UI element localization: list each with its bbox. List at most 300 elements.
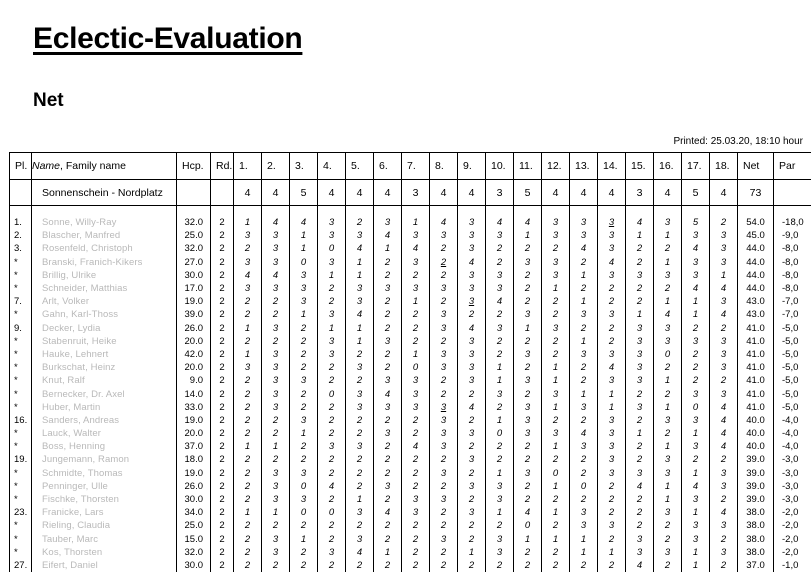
row-hole-12: 1 bbox=[542, 374, 570, 387]
row-hole-16: 2 bbox=[654, 361, 682, 374]
row-net: 39.0 bbox=[738, 453, 774, 466]
row-hole-9: 3 bbox=[458, 269, 486, 282]
row-hole-13: 2 bbox=[570, 282, 598, 295]
table-row[interactable] bbox=[10, 519, 811, 532]
row-hole-14: 3 bbox=[598, 269, 626, 282]
spacer-cell bbox=[654, 206, 682, 217]
row-hcp: 30.0 bbox=[177, 493, 211, 506]
row-hole-11: 3 bbox=[514, 427, 542, 440]
row-hcp: 26.0 bbox=[177, 480, 211, 493]
row-rounds: 2 bbox=[211, 229, 234, 242]
spacer-cell bbox=[430, 206, 458, 217]
row-rounds: 2 bbox=[211, 493, 234, 506]
row-hole-7: 1 bbox=[402, 216, 430, 229]
row-hole-15: 2 bbox=[626, 453, 654, 466]
row-hole-17: 3 bbox=[682, 256, 710, 269]
row-hole-9: 3 bbox=[458, 361, 486, 374]
row-hole-15: 2 bbox=[626, 295, 654, 308]
row-hole-5: 4 bbox=[346, 242, 374, 255]
row-player-name: Bernecker, Dr. Axel bbox=[32, 387, 177, 400]
course-par-hole-17: 5 bbox=[682, 180, 710, 206]
table-row[interactable] bbox=[10, 467, 811, 480]
row-hole-2: 2 bbox=[262, 427, 290, 440]
table-row[interactable] bbox=[10, 348, 811, 361]
row-place: 27. bbox=[10, 559, 32, 572]
row-hole-6: 2 bbox=[374, 295, 402, 308]
row-hole-2: 1 bbox=[262, 506, 290, 519]
spacer-cell bbox=[738, 206, 774, 217]
row-hcp: 25.0 bbox=[177, 519, 211, 532]
row-hole-5: 1 bbox=[346, 322, 374, 335]
row-net: 41.0 bbox=[738, 322, 774, 335]
row-hcp: 32.0 bbox=[177, 546, 211, 559]
row-hole-5: 2 bbox=[346, 427, 374, 440]
row-hole-18: 3 bbox=[710, 242, 738, 255]
row-rounds: 2 bbox=[211, 387, 234, 400]
row-hole-8: 2 bbox=[430, 506, 458, 519]
row-hole-6: 3 bbox=[374, 401, 402, 414]
row-player-name: Franicke, Lars bbox=[32, 506, 177, 519]
row-hole-8: 3 bbox=[430, 308, 458, 321]
row-hole-1: 2 bbox=[234, 308, 262, 321]
row-hole-17: 3 bbox=[682, 440, 710, 453]
row-hole-5: 2 bbox=[346, 559, 374, 572]
row-player-name: Tauber, Marc bbox=[32, 533, 177, 546]
row-hole-6: 4 bbox=[374, 506, 402, 519]
row-hole-6: 3 bbox=[374, 480, 402, 493]
row-rounds: 2 bbox=[211, 480, 234, 493]
row-par: -8,0 bbox=[774, 269, 811, 282]
row-hole-17: 5 bbox=[682, 216, 710, 229]
row-place: * bbox=[10, 546, 32, 559]
row-hole-8: 2 bbox=[430, 269, 458, 282]
row-hcp: 25.0 bbox=[177, 229, 211, 242]
row-player-name: Sonne, Willy-Ray bbox=[32, 216, 177, 229]
table-row[interactable] bbox=[10, 453, 811, 466]
row-hole-1: 2 bbox=[234, 546, 262, 559]
row-hole-2: 1 bbox=[262, 440, 290, 453]
row-net: 44.0 bbox=[738, 256, 774, 269]
row-hole-11: 2 bbox=[514, 440, 542, 453]
row-hole-13: 4 bbox=[570, 427, 598, 440]
row-hole-14: 4 bbox=[598, 256, 626, 269]
row-hole-12: 3 bbox=[542, 216, 570, 229]
header-hole-15: 15. bbox=[626, 153, 654, 180]
row-hole-10: 2 bbox=[486, 453, 514, 466]
row-hole-11: 3 bbox=[514, 308, 542, 321]
course-par-hole-7: 3 bbox=[402, 180, 430, 206]
row-par: -1,0 bbox=[774, 559, 811, 572]
row-hcp: 19.0 bbox=[177, 467, 211, 480]
table-row[interactable] bbox=[10, 269, 811, 282]
table-row[interactable] bbox=[10, 387, 811, 400]
row-player-name: Penninger, Ulle bbox=[32, 480, 177, 493]
row-hole-11: 2 bbox=[514, 559, 542, 572]
row-hole-3: 2 bbox=[290, 322, 318, 335]
spacer-cell bbox=[514, 206, 542, 217]
row-player-name: Schneider, Matthias bbox=[32, 282, 177, 295]
row-hole-5: 1 bbox=[346, 269, 374, 282]
row-hole-6: 4 bbox=[374, 387, 402, 400]
row-net: 41.0 bbox=[738, 374, 774, 387]
row-hole-2: 3 bbox=[262, 467, 290, 480]
row-hole-7: 1 bbox=[402, 295, 430, 308]
row-net: 41.0 bbox=[738, 401, 774, 414]
row-par: -8,0 bbox=[774, 256, 811, 269]
table-row[interactable] bbox=[10, 414, 811, 427]
header-hole-11: 11. bbox=[514, 153, 542, 180]
row-hole-8: 3 bbox=[430, 414, 458, 427]
table-row[interactable] bbox=[10, 308, 811, 321]
row-hole-12: 1 bbox=[542, 401, 570, 414]
table-row[interactable] bbox=[10, 506, 811, 519]
row-place: 23. bbox=[10, 506, 32, 519]
course-par-hole-18: 4 bbox=[710, 180, 738, 206]
course-net: 73 bbox=[738, 180, 774, 206]
row-hole-14: 3 bbox=[598, 308, 626, 321]
row-hole-12: 3 bbox=[542, 256, 570, 269]
table-row[interactable] bbox=[10, 242, 811, 255]
row-player-name: Jungemann, Ramon bbox=[32, 453, 177, 466]
row-net: 41.0 bbox=[738, 387, 774, 400]
row-rounds: 2 bbox=[211, 506, 234, 519]
row-hole-14: 3 bbox=[598, 229, 626, 242]
row-hole-10: 3 bbox=[486, 533, 514, 546]
table-row[interactable] bbox=[10, 256, 811, 269]
row-hole-6: 2 bbox=[374, 559, 402, 572]
row-hole-16: 1 bbox=[654, 374, 682, 387]
row-hole-16: 0 bbox=[654, 348, 682, 361]
row-hole-17: 1 bbox=[682, 506, 710, 519]
row-net: 40.0 bbox=[738, 414, 774, 427]
row-hole-15: 1 bbox=[626, 308, 654, 321]
table-row[interactable] bbox=[10, 374, 811, 387]
row-hole-7: 2 bbox=[402, 308, 430, 321]
row-net: 44.0 bbox=[738, 242, 774, 255]
course-par-hole-4: 4 bbox=[318, 180, 346, 206]
row-hole-16: 2 bbox=[654, 559, 682, 572]
row-rounds: 2 bbox=[211, 559, 234, 572]
row-hole-4: 2 bbox=[318, 519, 346, 532]
row-hole-2: 3 bbox=[262, 256, 290, 269]
row-hole-13: 2 bbox=[570, 414, 598, 427]
row-hole-4: 2 bbox=[318, 295, 346, 308]
row-net: 39.0 bbox=[738, 480, 774, 493]
row-hole-18: 2 bbox=[710, 374, 738, 387]
course-par-hole-3: 5 bbox=[290, 180, 318, 206]
row-rounds: 2 bbox=[211, 453, 234, 466]
row-hcp: 20.0 bbox=[177, 361, 211, 374]
row-hole-12: 2 bbox=[542, 414, 570, 427]
header-rd: Rd. bbox=[211, 153, 234, 180]
row-par: -9,0 bbox=[774, 229, 811, 242]
row-hole-15: 2 bbox=[626, 493, 654, 506]
row-hole-9: 1 bbox=[458, 546, 486, 559]
row-hole-1: 2 bbox=[234, 453, 262, 466]
row-hole-8: 2 bbox=[430, 256, 458, 269]
course-par-hole-2: 4 bbox=[262, 180, 290, 206]
table-row[interactable] bbox=[10, 282, 811, 295]
table-row[interactable] bbox=[10, 401, 811, 414]
header-hole-12: 12. bbox=[542, 153, 570, 180]
table-row[interactable] bbox=[10, 546, 811, 559]
row-hole-16: 3 bbox=[654, 467, 682, 480]
row-net: 44.0 bbox=[738, 269, 774, 282]
row-hole-7: 2 bbox=[402, 467, 430, 480]
row-hcp: 18.0 bbox=[177, 453, 211, 466]
course-par-hole-16: 4 bbox=[654, 180, 682, 206]
row-place: * bbox=[10, 361, 32, 374]
table-row[interactable] bbox=[10, 493, 811, 506]
row-hole-16: 1 bbox=[654, 493, 682, 506]
row-hole-14: 3 bbox=[598, 414, 626, 427]
row-hole-11: 2 bbox=[514, 282, 542, 295]
row-player-name: Boss, Henning bbox=[32, 440, 177, 453]
row-player-name: Huber, Martin bbox=[32, 401, 177, 414]
row-place: * bbox=[10, 493, 32, 506]
row-par: -3,0 bbox=[774, 493, 811, 506]
row-hole-3: 0 bbox=[290, 506, 318, 519]
row-hole-7: 2 bbox=[402, 322, 430, 335]
row-hole-14: 2 bbox=[598, 322, 626, 335]
row-hole-9: 3 bbox=[458, 374, 486, 387]
row-hole-8: 3 bbox=[430, 493, 458, 506]
table-row[interactable] bbox=[10, 533, 811, 546]
row-player-name: Knut, Ralf bbox=[32, 374, 177, 387]
row-hole-17: 3 bbox=[682, 229, 710, 242]
row-hole-9: 3 bbox=[458, 453, 486, 466]
row-hole-15: 3 bbox=[626, 348, 654, 361]
row-hole-9: 3 bbox=[458, 480, 486, 493]
row-hole-4: 3 bbox=[318, 546, 346, 559]
row-hole-16: 2 bbox=[654, 282, 682, 295]
row-hole-1: 3 bbox=[234, 256, 262, 269]
row-place: * bbox=[10, 308, 32, 321]
row-hole-1: 2 bbox=[234, 427, 262, 440]
row-hole-1: 2 bbox=[234, 401, 262, 414]
row-rounds: 2 bbox=[211, 374, 234, 387]
row-hole-1: 2 bbox=[234, 242, 262, 255]
row-hole-3: 2 bbox=[290, 348, 318, 361]
row-hcp: 9.0 bbox=[177, 374, 211, 387]
row-hole-2: 3 bbox=[262, 282, 290, 295]
row-hole-18: 1 bbox=[710, 269, 738, 282]
row-par: -2,0 bbox=[774, 533, 811, 546]
row-hole-18: 4 bbox=[710, 427, 738, 440]
spacer-cell bbox=[570, 206, 598, 217]
row-net: 44.0 bbox=[738, 282, 774, 295]
header-hole-6: 6. bbox=[374, 153, 402, 180]
row-hole-8: 2 bbox=[430, 453, 458, 466]
row-rounds: 2 bbox=[211, 533, 234, 546]
spacer-cell bbox=[290, 206, 318, 217]
table-row[interactable] bbox=[10, 440, 811, 453]
row-hole-6: 3 bbox=[374, 335, 402, 348]
row-hole-11: 1 bbox=[514, 229, 542, 242]
row-hole-6: 2 bbox=[374, 519, 402, 532]
row-player-name: Arlt, Volker bbox=[32, 295, 177, 308]
row-hole-13: 3 bbox=[570, 229, 598, 242]
table-row[interactable] bbox=[10, 361, 811, 374]
row-hole-2: 3 bbox=[262, 533, 290, 546]
row-hole-7: 2 bbox=[402, 546, 430, 559]
row-hole-3: 1 bbox=[290, 308, 318, 321]
row-hole-1: 2 bbox=[234, 295, 262, 308]
course-par-hole-11: 5 bbox=[514, 180, 542, 206]
row-hole-14: 2 bbox=[598, 480, 626, 493]
row-hole-8: 3 bbox=[430, 282, 458, 295]
row-hole-16: 1 bbox=[654, 229, 682, 242]
row-hole-10: 2 bbox=[486, 559, 514, 572]
row-hole-17: 3 bbox=[682, 519, 710, 532]
row-hole-1: 2 bbox=[234, 374, 262, 387]
row-net: 38.0 bbox=[738, 519, 774, 532]
row-player-name: Schmidte, Thomas bbox=[32, 467, 177, 480]
row-hole-3: 3 bbox=[290, 295, 318, 308]
row-hole-12: 2 bbox=[542, 335, 570, 348]
row-hole-11: 2 bbox=[514, 480, 542, 493]
row-place: * bbox=[10, 467, 32, 480]
row-hole-2: 2 bbox=[262, 414, 290, 427]
table-row[interactable] bbox=[10, 427, 811, 440]
row-hole-1: 2 bbox=[234, 467, 262, 480]
row-hole-3: 2 bbox=[290, 453, 318, 466]
header-pl: Pl. bbox=[10, 153, 32, 180]
course-par-hole-6: 4 bbox=[374, 180, 402, 206]
header-hole-5: 5. bbox=[346, 153, 374, 180]
row-hole-14: 2 bbox=[598, 506, 626, 519]
spacer-cell bbox=[234, 206, 262, 217]
row-player-name: Decker, Lydia bbox=[32, 322, 177, 335]
table-row[interactable] bbox=[10, 335, 811, 348]
row-hole-16: 2 bbox=[654, 519, 682, 532]
row-hole-18: 3 bbox=[710, 361, 738, 374]
row-hole-13: 2 bbox=[570, 559, 598, 572]
row-hole-3: 1 bbox=[290, 229, 318, 242]
row-hole-1: 3 bbox=[234, 282, 262, 295]
row-par: -7,0 bbox=[774, 295, 811, 308]
row-hole-5: 4 bbox=[346, 546, 374, 559]
row-hole-17: 2 bbox=[682, 322, 710, 335]
row-hole-7: 3 bbox=[402, 374, 430, 387]
row-net: 38.0 bbox=[738, 546, 774, 559]
row-hole-12: 3 bbox=[542, 322, 570, 335]
row-hole-4: 4 bbox=[318, 480, 346, 493]
row-hole-3: 1 bbox=[290, 533, 318, 546]
table-row[interactable] bbox=[10, 480, 811, 493]
row-hole-2: 3 bbox=[262, 493, 290, 506]
row-hole-12: 3 bbox=[542, 387, 570, 400]
row-place: 9. bbox=[10, 322, 32, 335]
row-hole-10: 0 bbox=[486, 427, 514, 440]
row-hole-16: 4 bbox=[654, 308, 682, 321]
row-hole-14: 2 bbox=[598, 335, 626, 348]
row-hole-7: 2 bbox=[402, 335, 430, 348]
spacer-cell bbox=[458, 206, 486, 217]
row-hole-15: 2 bbox=[626, 387, 654, 400]
spacer-cell bbox=[774, 206, 811, 217]
spacer-cell bbox=[346, 206, 374, 217]
row-hole-13: 1 bbox=[570, 335, 598, 348]
header-name-italic: Name bbox=[32, 160, 61, 172]
row-place: 19. bbox=[10, 453, 32, 466]
row-hole-10: 3 bbox=[486, 546, 514, 559]
row-hole-16: 3 bbox=[654, 322, 682, 335]
row-hole-3: 3 bbox=[290, 467, 318, 480]
row-hole-13: 2 bbox=[570, 322, 598, 335]
row-hole-5: 3 bbox=[346, 506, 374, 519]
row-place: * bbox=[10, 348, 32, 361]
row-hole-4: 2 bbox=[318, 427, 346, 440]
row-place: * bbox=[10, 440, 32, 453]
row-hole-17: 1 bbox=[682, 295, 710, 308]
row-hole-4: 2 bbox=[318, 559, 346, 572]
row-hole-11: 2 bbox=[514, 242, 542, 255]
row-hole-10: 2 bbox=[486, 440, 514, 453]
row-hole-17: 3 bbox=[682, 387, 710, 400]
row-hole-14: 2 bbox=[598, 295, 626, 308]
row-rounds: 2 bbox=[211, 519, 234, 532]
row-hole-15: 4 bbox=[626, 216, 654, 229]
row-hole-17: 1 bbox=[682, 546, 710, 559]
row-hole-6: 4 bbox=[374, 229, 402, 242]
row-par: -3,0 bbox=[774, 453, 811, 466]
spacer-cell bbox=[542, 206, 570, 217]
row-hole-14: 1 bbox=[598, 546, 626, 559]
row-net: 40.0 bbox=[738, 427, 774, 440]
row-hole-4: 2 bbox=[318, 493, 346, 506]
row-hole-7: 3 bbox=[402, 282, 430, 295]
row-player-name: Kos, Thorsten bbox=[32, 546, 177, 559]
header-name: Name, Family name bbox=[32, 153, 177, 180]
row-hole-14: 3 bbox=[598, 374, 626, 387]
row-place: 16. bbox=[10, 414, 32, 427]
row-hole-13: 3 bbox=[570, 440, 598, 453]
row-rounds: 2 bbox=[211, 256, 234, 269]
row-hole-11: 3 bbox=[514, 374, 542, 387]
row-hole-1: 1 bbox=[234, 322, 262, 335]
row-hole-18: 2 bbox=[710, 216, 738, 229]
row-hole-10: 2 bbox=[486, 401, 514, 414]
course-par-hole-15: 3 bbox=[626, 180, 654, 206]
row-hole-4: 2 bbox=[318, 361, 346, 374]
row-hole-18: 3 bbox=[710, 480, 738, 493]
row-hole-10: 3 bbox=[486, 322, 514, 335]
row-hole-13: 4 bbox=[570, 242, 598, 255]
row-hole-10: 2 bbox=[486, 348, 514, 361]
row-hole-13: 1 bbox=[570, 295, 598, 308]
row-hole-17: 3 bbox=[682, 533, 710, 546]
row-hole-8: 2 bbox=[430, 242, 458, 255]
row-hole-2: 2 bbox=[262, 559, 290, 572]
row-hole-14: 3 bbox=[598, 427, 626, 440]
row-hole-10: 1 bbox=[486, 414, 514, 427]
row-par: -2,0 bbox=[774, 546, 811, 559]
row-hole-15: 3 bbox=[626, 467, 654, 480]
row-hole-6: 2 bbox=[374, 453, 402, 466]
row-hole-14: 3 bbox=[598, 467, 626, 480]
table-row[interactable] bbox=[10, 322, 811, 335]
row-hole-12: 1 bbox=[542, 361, 570, 374]
table-row[interactable] bbox=[10, 295, 811, 308]
row-net: 39.0 bbox=[738, 493, 774, 506]
row-hole-10: 2 bbox=[486, 242, 514, 255]
row-hole-15: 3 bbox=[626, 361, 654, 374]
table-row[interactable] bbox=[10, 216, 811, 229]
table-row[interactable] bbox=[10, 229, 811, 242]
row-hole-7: 2 bbox=[402, 533, 430, 546]
table-row[interactable] bbox=[10, 559, 811, 572]
